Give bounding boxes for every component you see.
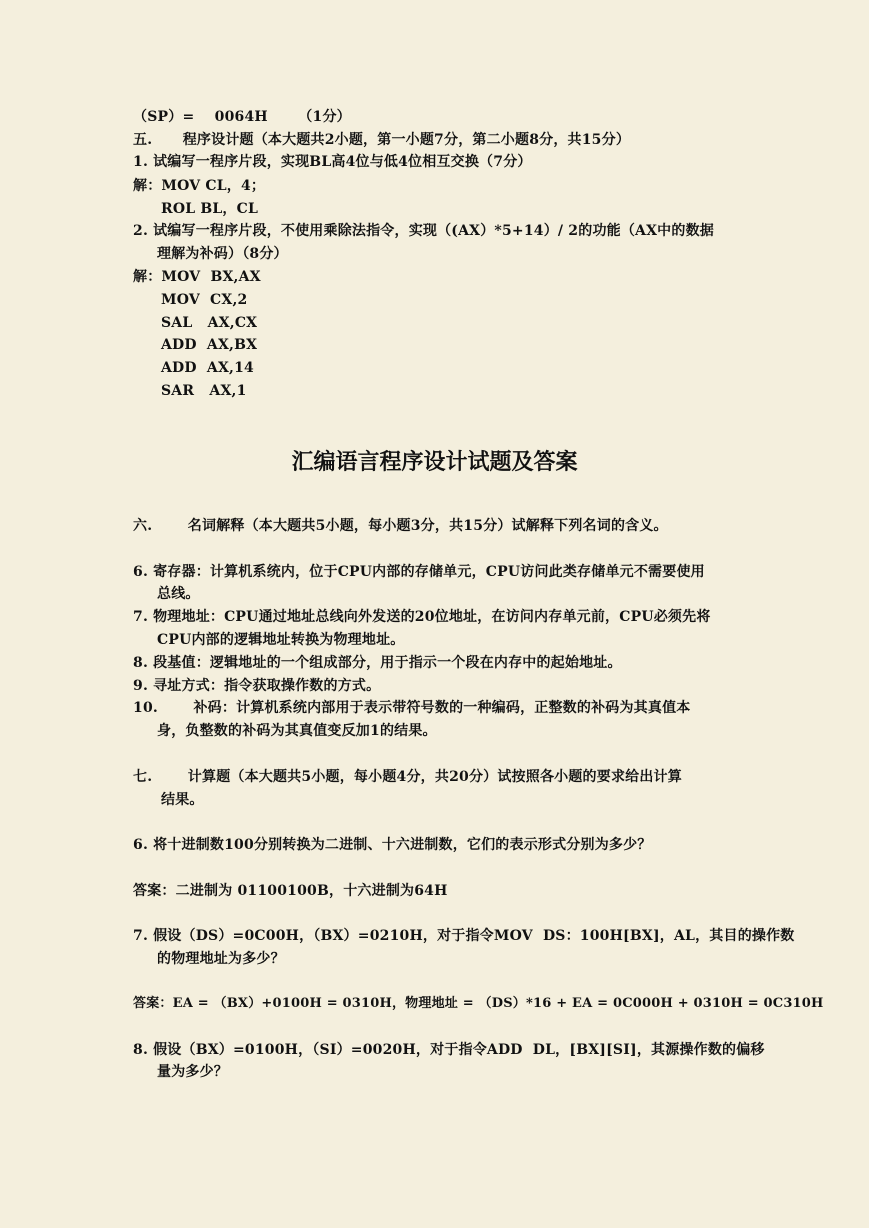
section-5-heading: 五. 程序设计题（本大题共2小题，第一小题7分，第二小题8分，共15分） — [133, 132, 631, 148]
calc-question-7-line-1: 7. 假设（DS）=0C00H，（BX）=0210H，对于指令MOV DS：100H[BX]，AL，其目的操作数 — [133, 928, 795, 944]
calc-answer-6: 答案：二进制为 01100100B，十六进制为64H — [133, 883, 448, 899]
section-7-heading-line-2: 结果。 — [161, 792, 204, 808]
calc-question-8-line-2: 量为多少？ — [157, 1064, 228, 1080]
section-6-heading: 六. 名词解释（本大题共5小题，每小题3分，共15分）试解释下列名词的含义。 — [133, 518, 668, 534]
term-6-line-1: 6. 寄存器：计算机系统内，位于CPU内部的存储单元，CPU访问此类存储单元不需要使用 — [133, 564, 705, 580]
question-2-line-1: 2. 试编写一程序片段，不使用乘除法指令，实现（(AX）*5+14）/ 2的功能（AX中的数据 — [133, 223, 714, 239]
answer-2-line-5: ADD AX,14 — [161, 360, 254, 376]
answer-2-line-4: ADD AX,BX — [161, 337, 258, 353]
question-1: 1. 试编写一程序片段，实现BL高4位与低4位相互交换（7分） — [133, 154, 532, 170]
calc-question-8-line-1: 8. 假设（BX）=0100H，（SI）=0020H，对于指令ADD DL，[BX][SI]，其源操作数的偏移 — [133, 1042, 765, 1058]
page-title: 汇编语言程序设计试题及答案 — [291, 450, 578, 475]
term-8: 8. 段基值：逻辑地址的一个组成部分，用于指示一个段在内存中的起始地址。 — [133, 655, 622, 671]
term-10-line-2: 身，负整数的补码为其真值变反加1的结果。 — [157, 723, 437, 739]
term-6-line-2: 总线。 — [157, 586, 200, 602]
section-7-heading-line-1: 七. 计算题（本大题共5小题，每小题4分，共20分）试按照各小题的要求给出计算 — [133, 769, 682, 785]
answer-2-line-6: SAR AX,1 — [161, 383, 247, 399]
calc-question-7-line-2: 的物理地址为多少？ — [157, 951, 285, 967]
answer-1-line-1: 解：MOV CL，4； — [133, 178, 266, 194]
term-7-line-2: CPU内部的逻辑地址转换为物理地址。 — [157, 632, 405, 648]
sp-answer-line: （SP）= 0064H （1分） — [133, 109, 351, 125]
answer-1-line-2: ROL BL，CL — [161, 201, 259, 217]
question-2-line-2: 理解为补码）（8分） — [157, 246, 288, 262]
answer-2-line-2: MOV CX,2 — [161, 292, 248, 308]
calc-question-6: 6. 将十进制数100分别转换为二进制、十六进制数，它们的表示形式分别为多少？ — [133, 837, 652, 853]
term-9: 9. 寻址方式：指令获取操作数的方式。 — [133, 678, 381, 694]
term-7-line-1: 7. 物理地址：CPU通过地址总线向外发送的20位地址，在访问内存单元前，CPU必须先将 — [133, 609, 711, 625]
answer-2-line-1: 解：MOV BX,AX — [133, 269, 261, 285]
answer-2-line-3: SAL AX,CX — [161, 315, 258, 331]
calc-answer-7: 答案：EA = （BX）+0100H = 0310H，物理地址 = （DS）*16 + EA = 0C000H + 0310H = 0C310H — [133, 996, 824, 1011]
term-10-line-1: 10. 补码：计算机系统内部用于表示带符号数的一种编码，正整数的补码为其真值本 — [133, 700, 691, 716]
